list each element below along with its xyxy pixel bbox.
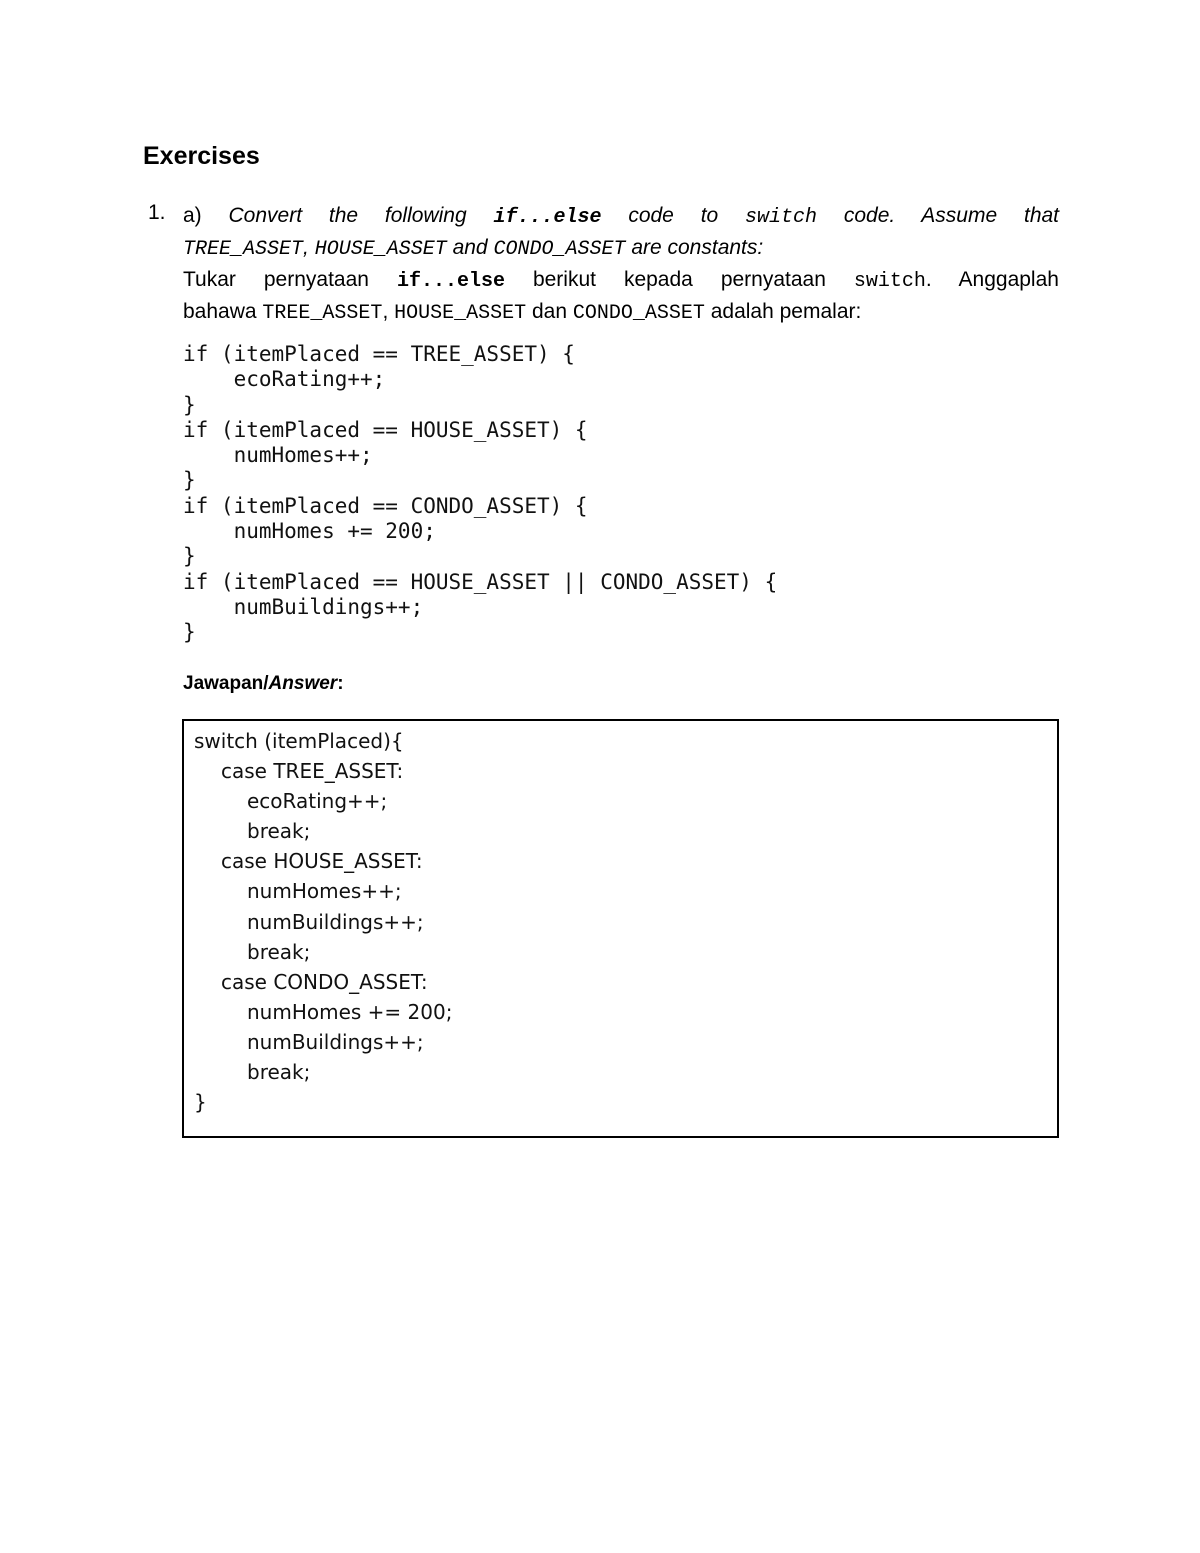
answer-label-en: Answer (268, 673, 338, 694)
part-label: a) (183, 204, 202, 227)
word: following (384, 204, 467, 227)
constant-house-asset: HOUSE_ASSET (314, 238, 447, 261)
word: to (700, 204, 719, 227)
answer-box (182, 719, 1059, 1138)
constant-tree-asset: TREE_ASSET (183, 238, 304, 261)
answer-line: ecoRating++; (247, 789, 388, 814)
word: that (1023, 204, 1060, 227)
code-line: } (183, 620, 196, 645)
code-line: numHomes += 200; (183, 519, 436, 544)
constant-condo-asset: CONDO_ASSET (572, 302, 705, 325)
word: bahawa (183, 300, 263, 323)
answer-line: switch (itemPlaced){ (194, 729, 404, 753)
answer-line: } (194, 1090, 207, 1115)
keyword-if-else: if...else (396, 270, 505, 293)
word: . Anggaplah (925, 268, 1059, 291)
code-line: numBuildings++; (183, 594, 424, 619)
keyword-switch: switch (745, 206, 818, 229)
code-line: numHomes++; (183, 443, 373, 468)
keyword-switch: switch (853, 270, 926, 293)
instruction-en-line-2 (183, 233, 1059, 265)
word: Assume (921, 204, 998, 227)
question-number: 1. (148, 201, 166, 224)
answer-label-ms: Jawapan/ (183, 673, 269, 694)
answer-line: numBuildings++; (247, 1029, 424, 1054)
code-line: ecoRating++; (183, 367, 386, 392)
code-line: if (itemPlaced == HOUSE_ASSET || CONDO_ASSET) { (183, 569, 778, 594)
answer-line: numHomes += 200; (247, 999, 453, 1024)
word: the (328, 204, 359, 227)
code-line: if (itemPlaced == HOUSE_ASSET) { (183, 417, 588, 442)
answer-line: case HOUSE_ASSET: (221, 849, 423, 874)
word: adalah pemalar: (704, 300, 862, 323)
answer-code (194, 726, 452, 1117)
code-line: } (183, 468, 196, 493)
word-group (854, 268, 1059, 291)
answer-line: numHomes++; (247, 879, 402, 904)
word: Tukar (183, 268, 236, 291)
instruction-ms-line-2 (183, 297, 1059, 329)
answer-line: case CONDO_ASSET: (221, 969, 428, 994)
word: pernyataan (263, 268, 369, 291)
word: are constants: (625, 236, 764, 259)
code-line: if (itemPlaced == CONDO_ASSET) { (183, 493, 588, 518)
instruction-ms-line-1 (183, 265, 1059, 297)
separator: , (382, 300, 395, 323)
instruction-en-line-1 (183, 201, 1059, 233)
word: code (628, 204, 674, 227)
answer-line: break; (247, 1060, 311, 1085)
keyword-if-else: if...else (493, 206, 602, 229)
question-body (183, 201, 1059, 329)
answer-line: case TREE_ASSET: (221, 759, 404, 784)
code-line: } (183, 392, 196, 417)
question-code-block (183, 342, 777, 646)
word: pernyataan (720, 268, 826, 291)
code-line: if (itemPlaced == TREE_ASSET) { (183, 342, 575, 366)
word: and (446, 236, 494, 259)
answer-line: numBuildings++; (247, 909, 424, 934)
constant-tree-asset: TREE_ASSET (262, 302, 383, 325)
word: code. (843, 204, 896, 227)
word: dan (526, 300, 573, 323)
answer-label-colon: : (337, 673, 344, 694)
word: kepada (623, 268, 693, 291)
page-title: Exercises (143, 142, 260, 170)
constant-house-asset: HOUSE_ASSET (394, 302, 527, 325)
word: berikut (532, 268, 596, 291)
separator: , (303, 236, 315, 259)
constant-condo-asset: CONDO_ASSET (493, 238, 626, 261)
answer-line: break; (247, 939, 311, 964)
answer-label (183, 673, 344, 695)
code-line: } (183, 544, 196, 569)
word: Convert (228, 204, 303, 227)
answer-line: break; (247, 819, 311, 844)
